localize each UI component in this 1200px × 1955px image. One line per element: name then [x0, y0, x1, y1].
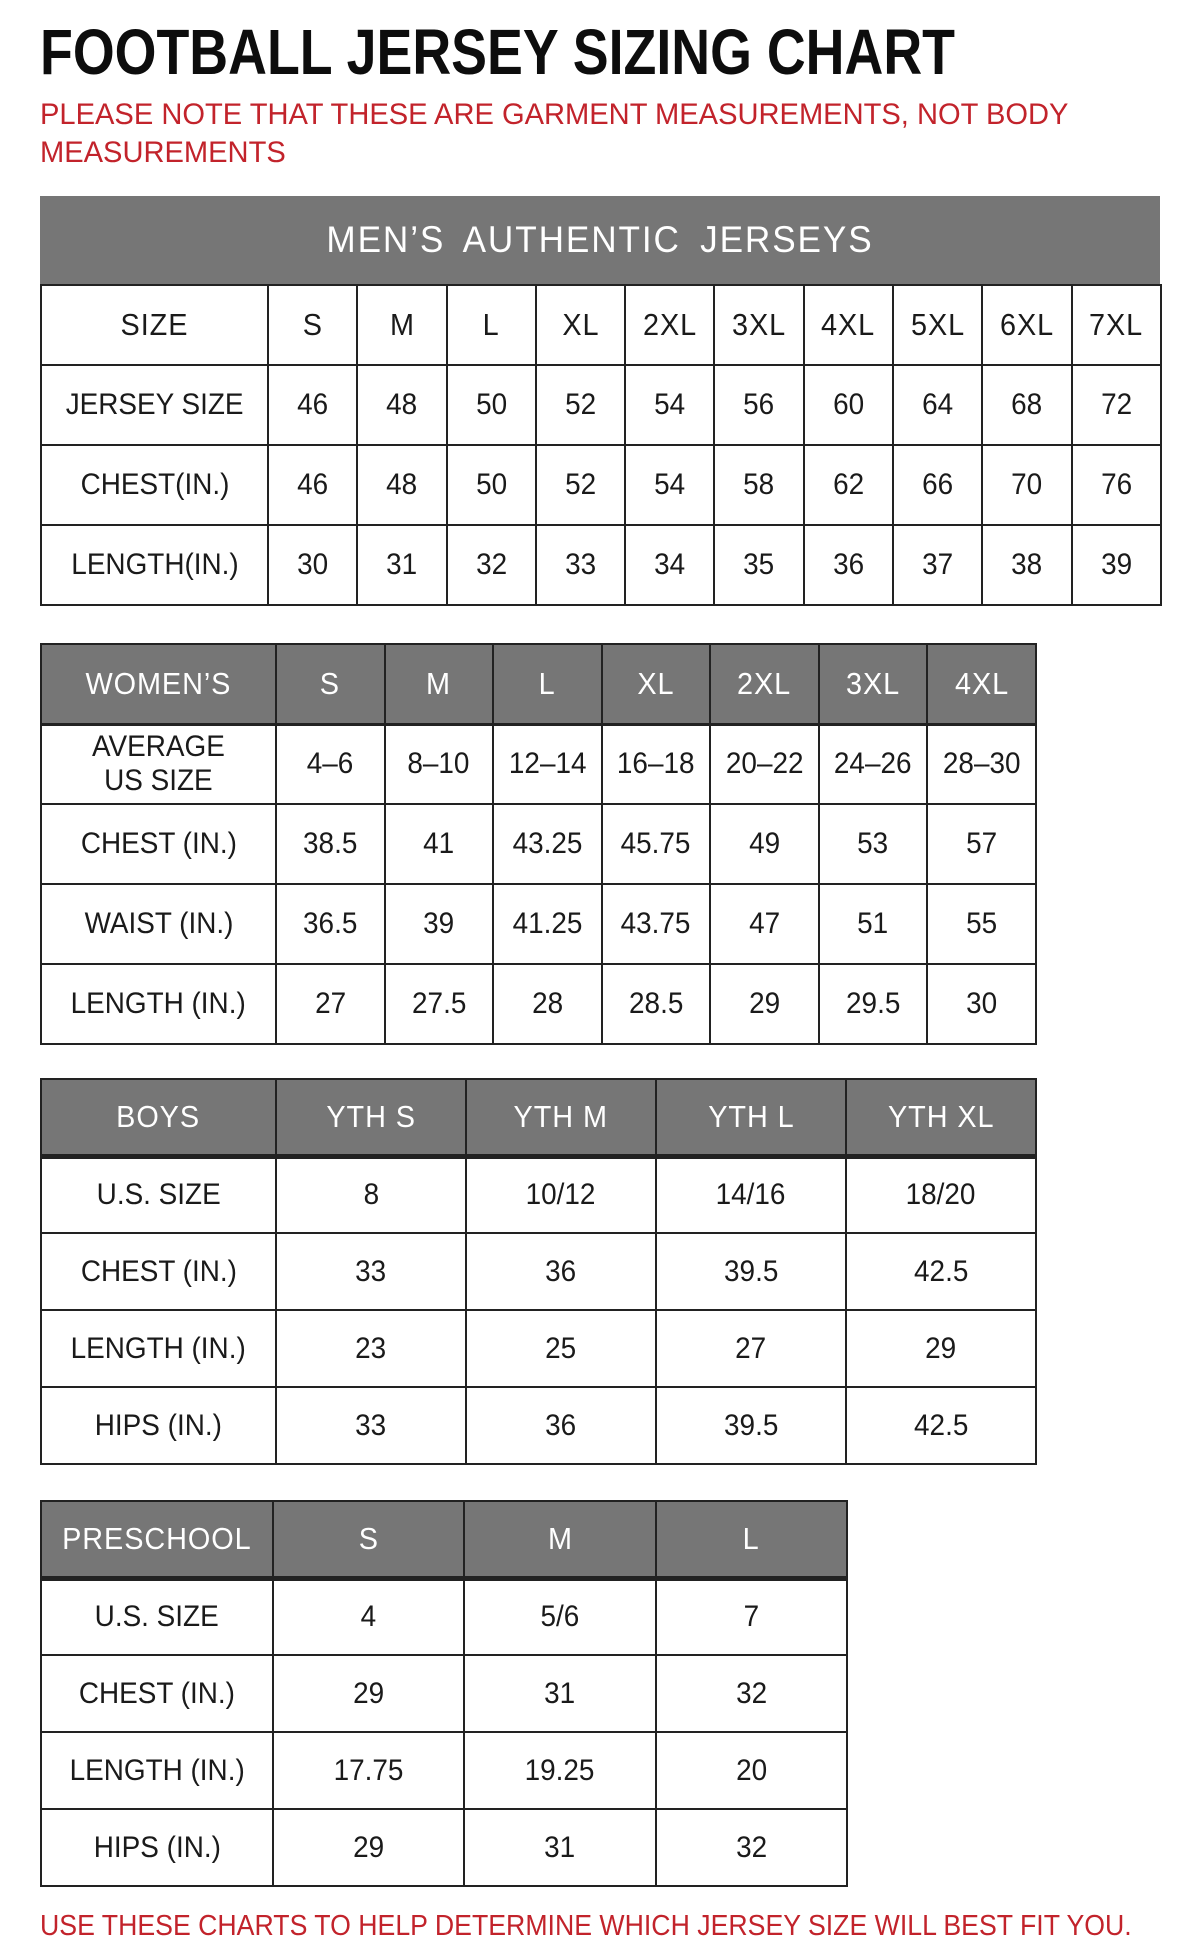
size-value: 47: [749, 907, 781, 940]
column-header-label: YTH S: [326, 1098, 416, 1134]
size-value: 33: [565, 548, 597, 581]
column-header-label: YTH M: [513, 1098, 609, 1134]
size-value: 39: [1100, 548, 1132, 581]
row-label: [41, 1387, 276, 1464]
column-header: [273, 1501, 464, 1578]
column-header-label: YTH XL: [887, 1098, 995, 1134]
size-value-cell: [656, 1655, 847, 1732]
column-header-label: 2XL: [642, 307, 697, 342]
size-value: 38.5: [303, 827, 358, 860]
size-value-cell: [656, 1809, 847, 1886]
size-value-cell: [276, 1310, 466, 1387]
size-value-cell: [656, 1233, 846, 1310]
size-value: 31: [386, 548, 418, 581]
column-header: [656, 1501, 847, 1578]
column-header-label: M: [389, 307, 415, 342]
row-label: [41, 1732, 273, 1809]
size-value-cell: [602, 724, 711, 804]
size-value-cell: [804, 365, 893, 445]
size-value: 36: [832, 548, 864, 581]
column-header-label: 4XL: [821, 307, 876, 342]
footer-text: USE THESE CHARTS TO HELP DETERMINE WHICH JERSEY SIZE WILL BEST FIT YOU.: [40, 1910, 1132, 1942]
sizing-tables-container: [40, 196, 1160, 1887]
row-label: [41, 1233, 276, 1310]
size-value: 37: [922, 548, 954, 581]
size-value-cell: [276, 1387, 466, 1464]
size-value: 20: [735, 1753, 767, 1787]
size-value-cell: [1072, 525, 1161, 605]
size-value-cell: [268, 525, 357, 605]
size-value-cell: [276, 1233, 466, 1310]
size-value-cell: [893, 365, 982, 445]
size-value-cell: [602, 804, 711, 884]
size-value: 27: [735, 1331, 767, 1365]
row-label-text: JERSEY SIZE: [65, 388, 244, 421]
size-value: 18/20: [906, 1178, 976, 1212]
size-value-cell: [268, 365, 357, 445]
size-value: 42.5: [913, 1254, 969, 1288]
size-value-cell: [982, 525, 1071, 605]
column-header: [41, 1079, 276, 1156]
size-value: 45.75: [621, 827, 691, 860]
size-value: 28.5: [628, 987, 684, 1020]
column-header-label: XL: [561, 307, 600, 342]
size-value: 10/12: [526, 1178, 596, 1212]
size-value: 53: [857, 827, 889, 860]
size-value-cell: [927, 804, 1036, 884]
size-value: 62: [832, 468, 864, 501]
sizing-table-mens: [40, 196, 1160, 606]
row-label: [41, 964, 276, 1044]
row-label-text: LENGTH(IN.): [70, 548, 239, 581]
column-header: [710, 644, 819, 724]
size-value-cell: [656, 1310, 846, 1387]
size-value-cell: [893, 525, 982, 605]
size-value: 56: [743, 388, 775, 421]
size-value: 43.75: [621, 907, 691, 940]
column-header-label: M: [547, 1520, 573, 1556]
size-value-cell: [447, 365, 536, 445]
size-value-cell: [357, 365, 446, 445]
mens-size-table: [40, 284, 1162, 606]
size-value: 7: [743, 1600, 760, 1634]
size-value: 57: [966, 827, 998, 860]
column-header: [466, 1079, 656, 1156]
column-header-label: WOMEN’S: [85, 665, 232, 701]
column-header-label: 3XL: [732, 307, 787, 342]
page-title: FOOTBALL JERSEY SIZING CHART: [40, 16, 955, 88]
note-line-1: PLEASE NOTE THAT THESE ARE GARMENT MEASUREMENTS, NOT BODY: [40, 98, 1069, 131]
size-value: 35: [743, 548, 775, 581]
size-value-cell: [710, 724, 819, 804]
row-label-text: LENGTH (IN.): [70, 987, 247, 1020]
column-header: [447, 285, 536, 365]
size-value: 42.5: [913, 1408, 969, 1442]
size-value: 46: [297, 388, 329, 421]
size-value-cell: [714, 365, 803, 445]
size-value: 23: [355, 1331, 387, 1365]
column-header: [656, 1079, 846, 1156]
size-value: 33: [355, 1254, 387, 1288]
column-header: [846, 1079, 1036, 1156]
column-header: [41, 1501, 273, 1578]
size-value: 29.5: [845, 987, 901, 1020]
size-value-cell: [385, 964, 494, 1044]
size-value-cell: [819, 724, 928, 804]
size-value: 34: [654, 548, 686, 581]
size-value-cell: [276, 1156, 466, 1233]
column-header: [927, 644, 1036, 724]
row-label-text: HIPS (IN.): [94, 1408, 223, 1442]
column-header: [714, 285, 803, 365]
size-value-cell: [464, 1732, 655, 1809]
boys-size-table: [40, 1078, 1037, 1465]
size-value-cell: [464, 1578, 655, 1655]
size-value-cell: [846, 1233, 1036, 1310]
size-value-cell: [893, 445, 982, 525]
size-value: 17.75: [333, 1753, 404, 1787]
size-value: 30: [297, 548, 329, 581]
column-header-label: S: [302, 307, 323, 342]
size-value-cell: [466, 1387, 656, 1464]
size-value: 32: [475, 548, 507, 581]
column-header: [41, 644, 276, 724]
size-value-cell: [625, 445, 714, 525]
size-value: 50: [475, 388, 507, 421]
size-value-cell: [268, 445, 357, 525]
mens-banner: [40, 196, 1160, 284]
column-header-label: PRESCHOOL: [62, 1520, 252, 1556]
size-value: 51: [857, 907, 889, 940]
size-value-cell: [493, 884, 602, 964]
size-value-cell: [846, 1387, 1036, 1464]
size-value-cell: [357, 525, 446, 605]
size-value: 60: [832, 388, 864, 421]
size-value-cell: [1072, 365, 1161, 445]
size-value: 41: [423, 827, 455, 860]
size-value: 29: [353, 1830, 385, 1864]
size-value: 30: [966, 987, 998, 1020]
column-header-label: SIZE: [120, 307, 189, 342]
size-value: 27.5: [411, 987, 466, 1020]
size-value: 29: [353, 1676, 385, 1710]
size-value: 19.25: [525, 1753, 595, 1787]
row-label: [41, 1655, 273, 1732]
size-value-cell: [276, 724, 385, 804]
size-value-cell: [493, 724, 602, 804]
size-value: 70: [1011, 468, 1043, 501]
size-value: 33: [355, 1408, 387, 1442]
row-label: [41, 884, 276, 964]
size-value-cell: [385, 884, 494, 964]
size-value: 31: [544, 1830, 576, 1864]
row-label: [41, 804, 276, 884]
size-value-cell: [714, 525, 803, 605]
column-header-label: BOYS: [116, 1098, 201, 1134]
size-value-cell: [536, 365, 625, 445]
column-header: [602, 644, 711, 724]
size-value-cell: [466, 1233, 656, 1310]
size-value-cell: [536, 445, 625, 525]
garment-measurements-note: [40, 96, 1126, 172]
column-header-label: S: [320, 665, 341, 701]
size-value: 32: [735, 1676, 767, 1710]
size-value: 36.5: [303, 907, 358, 940]
size-value-cell: [447, 445, 536, 525]
size-value-cell: [804, 445, 893, 525]
row-label-text: LENGTH (IN.): [70, 1331, 247, 1365]
size-value-cell: [466, 1310, 656, 1387]
size-value-cell: [846, 1156, 1036, 1233]
row-label: [41, 445, 268, 525]
size-value-cell: [273, 1578, 464, 1655]
size-value: 48: [386, 468, 418, 501]
sizing-table-boys: [40, 1078, 1035, 1465]
womens-size-table: [40, 643, 1037, 1045]
size-value: 29: [925, 1331, 957, 1365]
size-value: 8–10: [407, 747, 470, 781]
size-value: 76: [1100, 468, 1132, 501]
size-value: 29: [749, 987, 781, 1020]
size-value-cell: [927, 884, 1036, 964]
column-header: [625, 285, 714, 365]
column-header: [464, 1501, 655, 1578]
preschool-size-table: [40, 1500, 848, 1887]
row-label-text: CHEST (IN.): [80, 1254, 237, 1288]
row-label-text: U.S. SIZE: [96, 1178, 221, 1212]
size-value: 36: [545, 1408, 577, 1442]
column-header-label: 3XL: [846, 665, 901, 701]
row-label-text: HIPS (IN.): [93, 1830, 221, 1864]
size-value: 52: [565, 388, 597, 421]
size-value-cell: [656, 1732, 847, 1809]
row-label: [41, 1310, 276, 1387]
size-value: 36: [545, 1254, 577, 1288]
size-value: 4: [360, 1600, 377, 1634]
row-label-text: AVERAGE: [92, 730, 225, 764]
row-label-text: CHEST(IN.): [80, 468, 229, 501]
column-header: [385, 644, 494, 724]
row-label: [41, 1578, 273, 1655]
size-value-cell: [819, 804, 928, 884]
size-value: 54: [654, 468, 686, 501]
row-label: [41, 365, 268, 445]
size-value-cell: [602, 884, 711, 964]
size-value-cell: [714, 445, 803, 525]
column-header-label: XL: [637, 665, 675, 701]
column-header: [493, 644, 602, 724]
column-header-label: L: [742, 1520, 760, 1556]
size-value: 27: [314, 987, 346, 1020]
column-header-label: 7XL: [1089, 307, 1144, 342]
size-value: 31: [544, 1676, 576, 1710]
size-value: 5/6: [540, 1600, 580, 1634]
size-value-cell: [276, 804, 385, 884]
size-value: 72: [1100, 388, 1132, 421]
size-value: 14/16: [716, 1178, 786, 1212]
size-value-cell: [656, 1387, 846, 1464]
size-value-cell: [464, 1809, 655, 1886]
size-value-cell: [273, 1809, 464, 1886]
size-value-cell: [804, 525, 893, 605]
mens-banner-label: MEN’S AUTHENTIC JERSEYS: [326, 219, 874, 260]
column-header: [41, 285, 268, 365]
column-header: [804, 285, 893, 365]
column-header-label: L: [482, 307, 500, 342]
size-value-cell: [385, 724, 494, 804]
row-label-text: U.S. SIZE: [94, 1600, 220, 1634]
column-header-label: S: [358, 1520, 379, 1556]
size-value-cell: [493, 964, 602, 1044]
size-value-cell: [982, 365, 1071, 445]
size-value-cell: [357, 445, 446, 525]
size-value-cell: [625, 365, 714, 445]
size-value: 39: [423, 907, 455, 940]
column-header: [536, 285, 625, 365]
size-value: 39.5: [723, 1254, 779, 1288]
column-header-label: M: [426, 665, 452, 701]
size-value: 49: [749, 827, 781, 860]
size-value: 16–18: [617, 747, 695, 781]
size-value-cell: [1072, 445, 1161, 525]
size-value-cell: [276, 884, 385, 964]
column-header-label: L: [538, 665, 556, 701]
size-value: 39.5: [723, 1408, 779, 1442]
row-label-text: US SIZE: [104, 764, 213, 798]
size-value: 20–22: [725, 747, 804, 781]
column-header: [268, 285, 357, 365]
column-header-label: YTH L: [707, 1098, 795, 1134]
size-value-cell: [464, 1655, 655, 1732]
row-label-text: CHEST (IN.): [78, 1676, 236, 1710]
size-value: 28–30: [942, 747, 1021, 781]
size-value-cell: [927, 724, 1036, 804]
column-header: [982, 285, 1071, 365]
size-value: 68: [1011, 388, 1043, 421]
sizing-table-womens: [40, 643, 1035, 1045]
size-value-cell: [656, 1578, 847, 1655]
column-header: [1072, 285, 1161, 365]
size-value: 41.25: [512, 907, 583, 940]
size-value: 4–6: [307, 747, 354, 781]
size-value-cell: [273, 1732, 464, 1809]
column-header: [357, 285, 446, 365]
size-value: 24–26: [834, 747, 912, 781]
size-value: 52: [565, 468, 597, 501]
size-value-cell: [625, 525, 714, 605]
size-value: 55: [966, 907, 998, 940]
row-label-text: WAIST (IN.): [84, 907, 233, 940]
size-value-cell: [819, 964, 928, 1044]
size-value-cell: [710, 804, 819, 884]
column-header: [276, 1079, 466, 1156]
sizing-table-preschool: [40, 1500, 846, 1887]
size-value: 28: [531, 987, 563, 1020]
column-header: [819, 644, 928, 724]
size-value-cell: [273, 1655, 464, 1732]
size-value-cell: [493, 804, 602, 884]
row-label: [41, 525, 268, 605]
row-label: [41, 1156, 276, 1233]
column-header-label: 2XL: [737, 665, 792, 701]
size-value: 48: [386, 388, 418, 421]
size-value-cell: [710, 884, 819, 964]
note-line-2: MEASUREMENTS: [40, 136, 286, 169]
size-value-cell: [927, 964, 1036, 1044]
column-header: [276, 644, 385, 724]
size-value: 12–14: [508, 747, 587, 781]
column-header-label: 4XL: [954, 665, 1009, 701]
size-value: 64: [922, 388, 954, 421]
size-value: 43.25: [512, 827, 583, 860]
size-value-cell: [602, 964, 711, 1044]
row-label: [41, 1809, 273, 1886]
size-value-cell: [447, 525, 536, 605]
size-value-cell: [656, 1156, 846, 1233]
row-label-text: LENGTH (IN.): [69, 1753, 245, 1787]
column-header: [893, 285, 982, 365]
row-label: [41, 724, 276, 804]
size-value: 66: [922, 468, 954, 501]
size-value: 46: [297, 468, 329, 501]
size-value: 25: [545, 1331, 577, 1365]
size-value-cell: [536, 525, 625, 605]
size-value-cell: [710, 964, 819, 1044]
size-value-cell: [819, 884, 928, 964]
size-value: 32: [735, 1830, 767, 1864]
size-value: 58: [743, 468, 775, 501]
column-header-label: 6XL: [999, 307, 1055, 342]
size-value: 38: [1011, 548, 1043, 581]
size-value: 54: [654, 388, 686, 421]
column-header-label: 5XL: [910, 307, 965, 342]
size-value: 50: [475, 468, 507, 501]
size-value-cell: [276, 964, 385, 1044]
size-value-cell: [466, 1156, 656, 1233]
size-value-cell: [982, 445, 1071, 525]
size-value: 8: [363, 1178, 379, 1212]
size-value-cell: [385, 804, 494, 884]
row-label-text: CHEST (IN.): [80, 827, 237, 860]
size-value-cell: [846, 1310, 1036, 1387]
